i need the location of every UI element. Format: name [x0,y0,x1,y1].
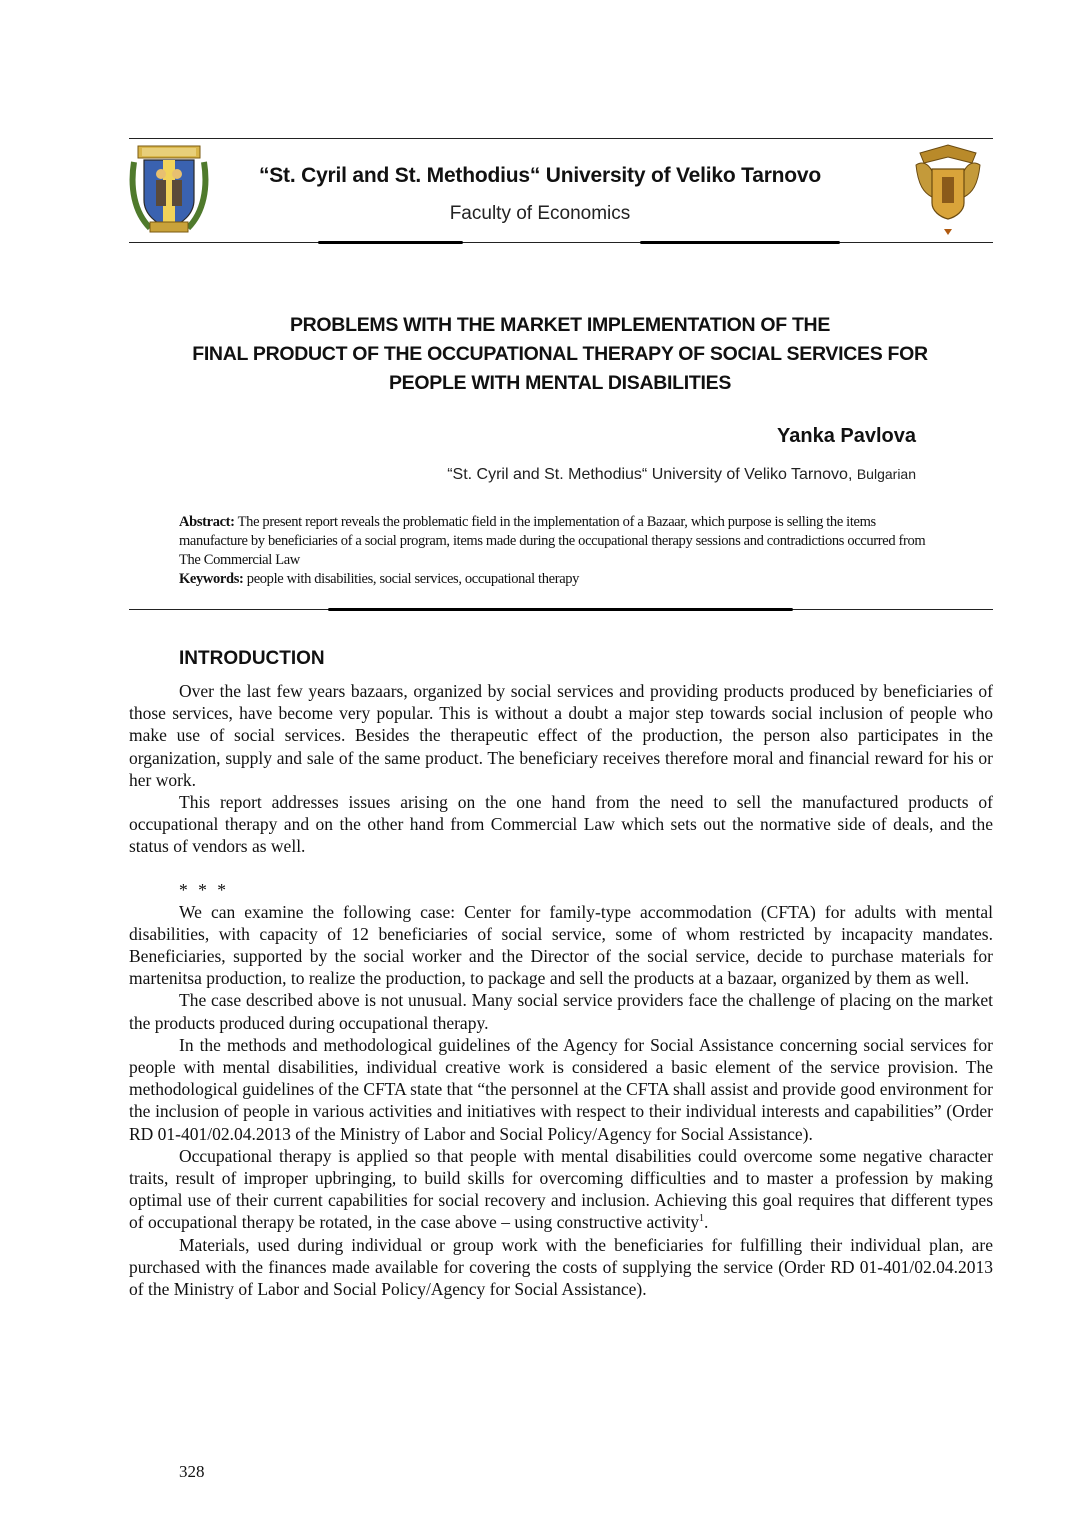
header-accent-bar-left [318,241,463,244]
faculty-emblem-icon [912,143,984,239]
affiliation-institution: “St. Cyril and St. Methodius“ University of Veliko Tarnovo, [447,466,853,483]
paragraph: This report addresses issues arising on the one hand from the need to sell the manufactured products of occupational therapy and on the other hand from Commercial Law which sets out the normative side of deals, and the status of vendors as well. [129,792,993,857]
paragraph: In the methods and methodological guidelines of the Agency for Social Assistance concerning social services for people with mental disabilities, individual creative work is considered a basic element of the service provision. The methodological guidelines of the CFTA state that “the personnel at the CFTA shall assist and provide good environment for the inclusion of people in various activities and initiatives with respect to their individual interests and capabilities” (Order RD 01-401/02.04.2013 of the Ministry of Labor and Social Policy/Agency for Social Assistance). [129,1034,993,1144]
header-bottom-rule [129,242,993,243]
body-text [129,680,993,1300]
keywords-text: people with disabilities, social services, occupational therapy [246,571,580,587]
title-line: PROBLEMS WITH THE MARKET IMPLEMENTATION OF THE [289,314,831,336]
paragraph [129,1145,993,1234]
abstract-block [179,513,944,589]
title-line: FINAL PRODUCT OF THE OCCUPATIONAL THERAPY OF SOCIAL SERVICES FOR [192,343,928,365]
paragraph-text: Occupational therapy is applied so that people with mental disabilities could overcome some negative character traits, result of improper upbringing, to build skills for overcoming difficulties and to master a profession by making optimal use of their current capabilities for social recovery and inclusion. Achieving this goal requires that different types of occupational therapy be rotated, in the case above – using constructive activity [129,1145,993,1233]
footnote-marker[interactable]: 1 [699,1213,705,1225]
paragraph: Materials, used during individual or group work with the beneficiaries for fulfilling their individual plan, are purchased with the finances made available for covering the costs of supplying the service (Order RD 01-401/02.04.2013 of the Ministry of Labor and Social Policy/Agency for Social Assistance). [129,1234,993,1300]
abstract-text: The present report reveals the problematic field in the implementation of a Bazaar, which purpose is selling the items manufacture by beneficiaries of a social program, items made during the occupational therapy sessions and contradictions occurred from The Commercial Law [179,514,926,568]
title-line: PEOPLE WITH MENTAL DISABILITIES [388,372,732,394]
introduction-heading: INTRODUCTION [179,648,325,669]
section-separator: * * * [179,879,229,900]
university-name: “St. Cyril and St. Methodius“ University of Veliko Tarnovo [258,164,822,187]
header-top-rule [129,138,993,139]
university-crest-icon [128,142,210,236]
header-accent-bar-right [640,241,840,244]
keywords-label: Keywords: [179,571,244,587]
paragraph: The case described above is not unusual. Many social service providers face the challenge of placing on the market the products produced during occupational therapy. [129,990,993,1033]
paragraph-tail: . [704,1212,709,1233]
paragraph: Over the last few years bazaars, organized by social services and providing products produced by beneficiaries of those services, have become very popular. This is without a doubt a major step towards social inclusion of people who make use of social services. Besides the therapeutic effect of the production, the person also participates in the organization, supply and sale of the same product. The beneficiary receives therefore moral and financial reward for his or her work. [129,681,993,790]
abstract-label: Abstract: [179,514,235,530]
abstract [179,513,944,570]
keywords [179,570,944,589]
abstract-accent-bar [328,608,793,611]
page-number: 328 [179,1462,205,1481]
author-name: Yanka Pavlova [777,425,916,447]
faculty-name: Faculty of Economics [449,203,631,224]
article-title [120,311,1000,398]
author-affiliation [447,466,916,484]
affiliation-country: Bulgarian [856,466,916,482]
paragraph: We can examine the following case: Center for family-type accommodation (CFTA) for adults with mental disabilities, with capacity of 12 beneficiaries of social service, some of whom restricted by incapacity mandates. Beneficiaries, supported by the social worker and the Director of the social service, decide to purchase materials for martenitsa production, to realize the production, to package and sell the products at a bazaar, organized by them as well. [129,901,993,989]
